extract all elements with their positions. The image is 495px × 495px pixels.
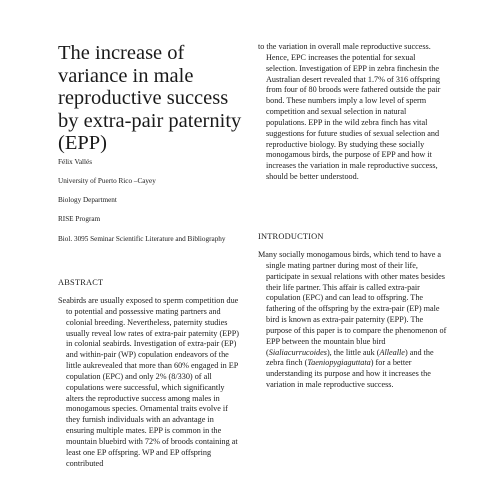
introduction-heading: INTRODUCTION (258, 232, 324, 241)
course-line: Biol. 3095 Seminar Scientific Literature and Bibliography (58, 235, 226, 243)
affiliation: University of Puerto Rico –Cayey (58, 177, 156, 185)
introduction-body (258, 250, 450, 391)
abstract-continuation-body: to the variation in overall male reproductive success. Hence, EPC increases the potential for sexual selection. Investigation of EPP in zebra finchesin the Australian desert revealed that 1.7% of 316 offspring from four of 80 broods were fathered outside the pair bond. These numbers imply a low level of sperm competition and sexual selection in natural populations. EPP in the wild zebra finch has vital suggestions for future studies of sexual selection and reproductive biology. By studying these socially monogamous birds, the purpose of EPP and how it increases the variation in male reproductive success, should be better understood. (258, 42, 441, 182)
intro-part-4: ) for a better understanding its purpose and how it increases the variation in male reproductive success. (266, 358, 431, 390)
species-zebra-finch: Taeniopygiaguttata (307, 358, 371, 368)
department: Biology Department (58, 196, 117, 204)
abstract-body: Seabirds are usually exposed to sperm competition due to potential and possessive mating partners and colonial breeding. Nevertheless, paternity studies usually reveal low rates of extra-pair paternity (EPP) in colonial seabirds. Investigation of extra-pair (EP) and within-pair (WP) copulation endeavors of the little aukrevealed that more than 60% engaged in EP copulation (EPC) and only 2% (8/330) of all copulations were successful, which significantly alters the reproductive success among males in monogamous species. Ornamental traits evolve if they furnish individuals with an advantage in ensuring multiple mates. EPP is common in the mountain bluebird with 72% of broods containing at least one EP offspring. WP and EP offspring contributed (58, 296, 240, 468)
abstract-continuation (258, 42, 448, 183)
abstract-heading: ABSTRACT (58, 278, 104, 287)
program: RISE Program (58, 215, 101, 223)
species-little-auk: Allealle (379, 347, 405, 357)
abstract-text (58, 296, 244, 470)
introduction-text (258, 250, 450, 391)
intro-part-3: ) and the zebra finch ( (266, 347, 434, 368)
author-name: Félix Vallés (58, 158, 93, 166)
paper-title: The increase of variance in male reproductive success by extra-pair paternity (EPP) (58, 42, 242, 154)
intro-part-1: Many socially monogamous birds, which tend to have a single mating partner during most of their life, participate in sexual relations with other mates besides their life partner. This affair is called extra-pair copulation (EPC) and can lead to offspring. The fathering of the offspring by the extra-pair (EP) male bird is known as extra-pair paternity (EPP). The purpose of this paper is to compare the phenomenon of EPP between the mountain blue bird ( (258, 250, 447, 357)
intro-part-2: ), the little auk ( (326, 347, 380, 357)
species-mountain-bluebird: Sialiacurrucoides (268, 347, 327, 357)
